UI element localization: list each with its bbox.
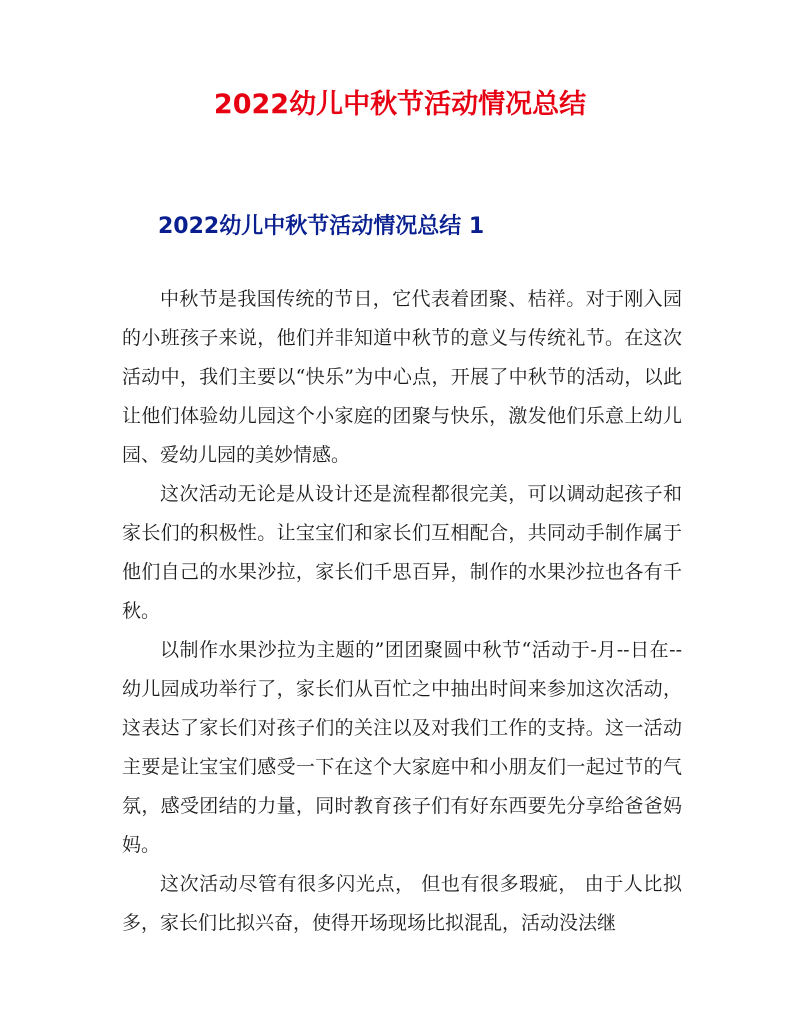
paragraph: 这次活动尽管有很多闪光点， 但也有很多瑕疵， 由于人比拟多，家长们比拟兴奋，使得开场现场比拟混乱，活动没法继	[122, 873, 682, 934]
section-heading: 2022幼儿中秋节活动情况总结 1	[158, 214, 485, 239]
body-text	[122, 280, 682, 943]
document-title: 2022幼儿中秋节活动情况总结	[213, 89, 587, 120]
paragraph: 中秋节是我国传统的节日，它代表着团聚、桔祥。对于刚入园的小班孩子来说，他们并非知道中秋节的意义与传统礼节。在这次活动中，我们主要以“快乐”为中心点，开展了中秋节的活动，以此让他们体验幼儿园这个小家庭的团聚与快乐，激发他们乐意上幼儿园、爱幼儿园的美妙情感。	[122, 288, 682, 466]
paragraph: 这次活动无论是从设计还是流程都很完美，可以调动起孩子和家长们的积极性。让宝宝们和家长们互相配合，共同动手制作属于他们自己的水果沙拉，家长们千思百异，制作的水果沙拉也各有千秋。	[122, 483, 682, 622]
paragraph: 以制作水果沙拉为主题的”团团聚圆中秋节“活动于-月--日在--幼儿园成功举行了，家长们从百忙之中抽出时间来参加这次活动，这表达了家长们对孩子们的关注以及对我们工作的支持。这一活动主要是让宝宝们感受一下在这个大家庭中和小朋友们一起过节的气氛，感受团结的力量，同时教育孩子们有好东西要先分享给爸爸妈妈。	[122, 639, 682, 856]
